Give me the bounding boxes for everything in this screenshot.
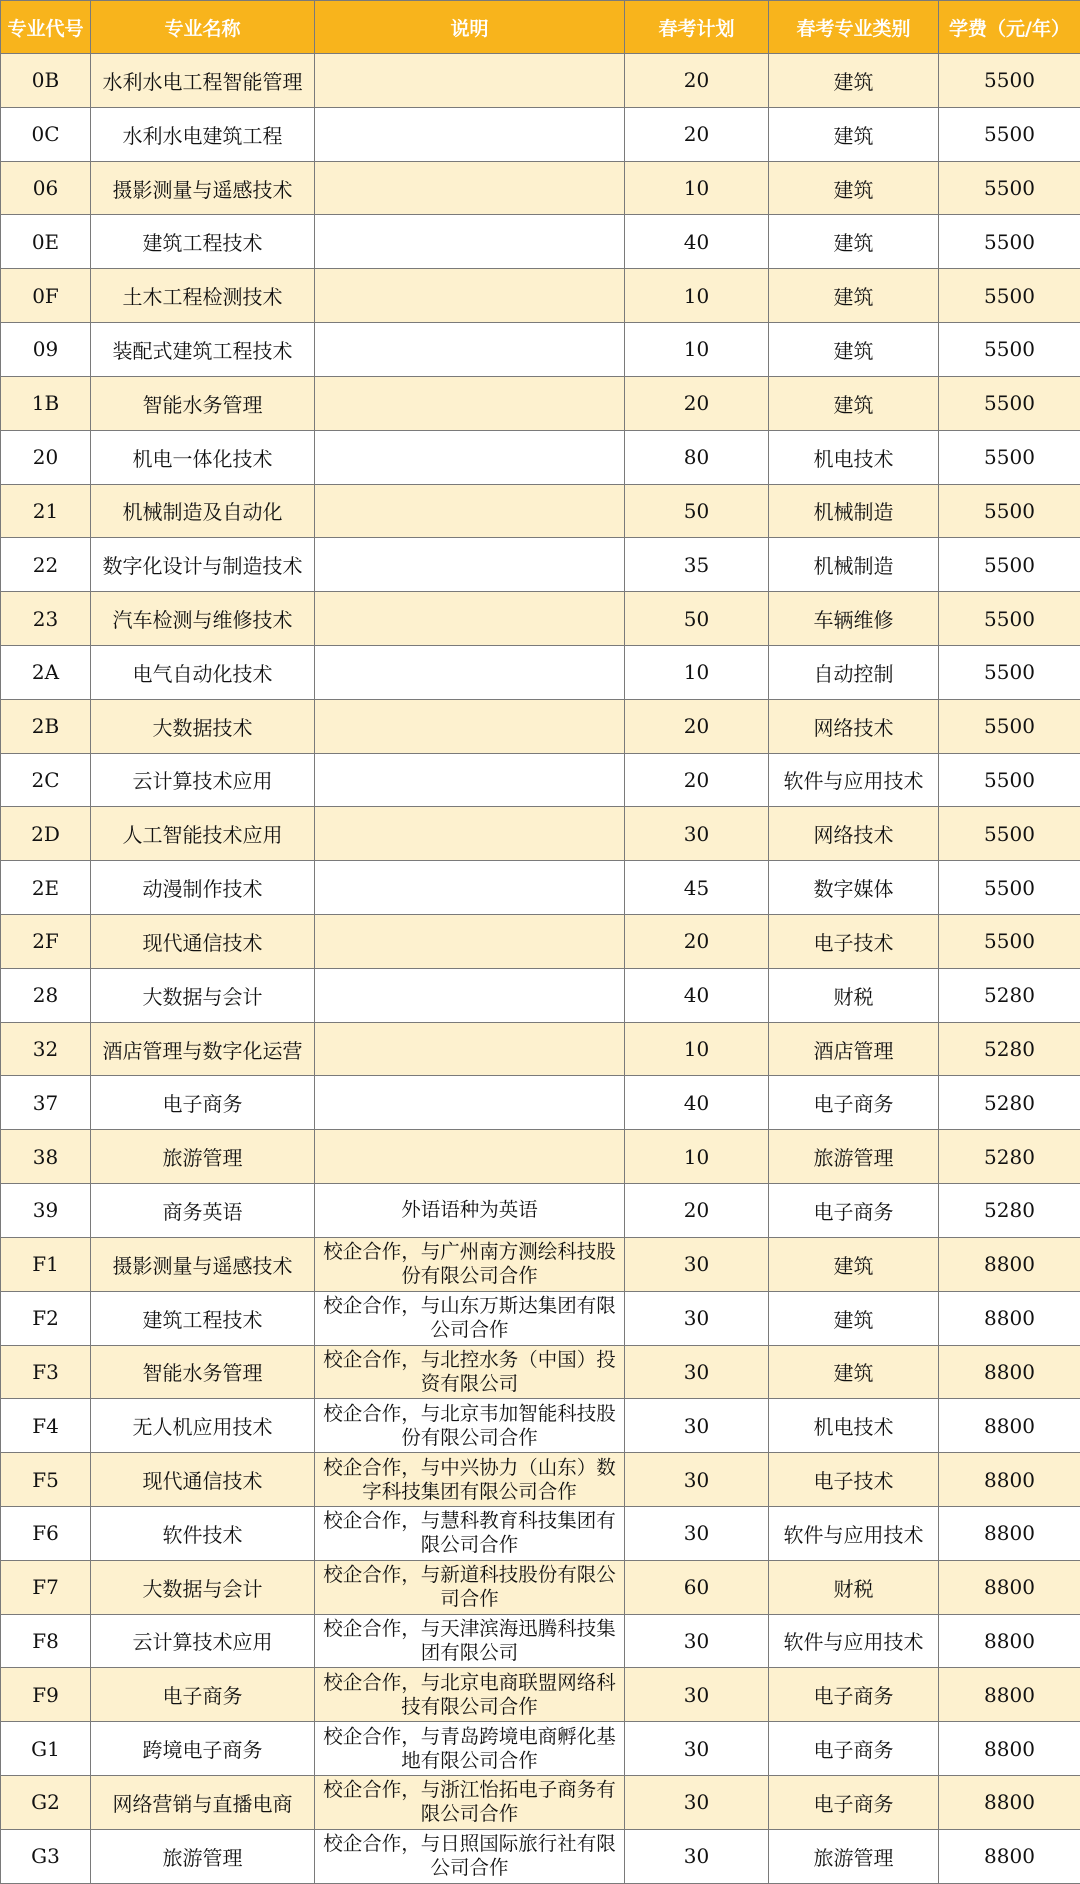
table-row [1,430,1080,484]
category-cell: 机械制造 [769,538,939,592]
note-cell [315,861,625,915]
tuition-fee-cell: 8800 [939,1560,1080,1614]
tuition-fee-cell: 5500 [939,753,1080,807]
table-row [1,484,1080,538]
plan-count-cell: 30 [625,1399,769,1453]
note-cell: 校企合作，与天津滨海迅腾科技集团有限公司 [315,1614,625,1668]
tuition-fee-cell: 5500 [939,699,1080,753]
major-code-cell: F3 [1,1345,91,1399]
plan-count-cell: 30 [625,1722,769,1776]
plan-count-cell: 10 [625,645,769,699]
tuition-fee-cell: 8800 [939,1399,1080,1453]
note-cell [315,753,625,807]
note-cell [315,323,625,377]
major-name-cell: 汽车检测与维修技术 [91,592,315,646]
category-cell: 建筑 [769,161,939,215]
plan-count-cell: 20 [625,107,769,161]
table-row [1,1776,1080,1830]
category-cell: 自动控制 [769,645,939,699]
major-name-cell: 人工智能技术应用 [91,807,315,861]
header-category: 春考专业类别 [769,1,939,54]
tuition-fee-cell: 5500 [939,645,1080,699]
header-row [1,1,1080,54]
note-cell [315,269,625,323]
plan-count-cell: 30 [625,1453,769,1507]
major-code-cell: 2C [1,753,91,807]
note-cell [315,430,625,484]
major-name-cell: 云计算技术应用 [91,1614,315,1668]
tuition-fee-cell: 5280 [939,1184,1080,1238]
table-row [1,807,1080,861]
major-name-cell: 建筑工程技术 [91,215,315,269]
plan-count-cell: 10 [625,269,769,323]
category-cell: 软件与应用技术 [769,753,939,807]
major-code-cell: 2D [1,807,91,861]
note-cell [315,1022,625,1076]
table-row [1,1560,1080,1614]
table-row [1,1184,1080,1238]
note-cell [315,161,625,215]
table-row [1,915,1080,969]
category-cell: 建筑 [769,107,939,161]
note-cell [315,968,625,1022]
table-row [1,592,1080,646]
plan-count-cell: 30 [625,1506,769,1560]
plan-count-cell: 10 [625,1130,769,1184]
tuition-fee-cell: 5500 [939,915,1080,969]
major-code-cell: F2 [1,1291,91,1345]
tuition-fee-cell: 8800 [939,1237,1080,1291]
category-cell: 网络技术 [769,807,939,861]
major-code-cell: 32 [1,1022,91,1076]
header-code: 专业代号 [1,1,91,54]
table-row [1,1668,1080,1722]
major-code-cell: 06 [1,161,91,215]
major-name-cell: 酒店管理与数字化运营 [91,1022,315,1076]
plan-count-cell: 40 [625,968,769,1022]
tuition-fee-cell: 8800 [939,1668,1080,1722]
table-row [1,1722,1080,1776]
major-code-cell: 2B [1,699,91,753]
major-code-cell: F6 [1,1506,91,1560]
table-row [1,269,1080,323]
category-cell: 电子商务 [769,1076,939,1130]
table-row [1,54,1080,108]
major-name-cell: 建筑工程技术 [91,1291,315,1345]
category-cell: 财税 [769,1560,939,1614]
major-code-cell: F5 [1,1453,91,1507]
category-cell: 电子商务 [769,1668,939,1722]
category-cell: 机电技术 [769,430,939,484]
major-name-cell: 摄影测量与遥感技术 [91,161,315,215]
major-name-cell: 大数据技术 [91,699,315,753]
major-code-cell: 20 [1,430,91,484]
major-name-cell: 大数据与会计 [91,968,315,1022]
plan-count-cell: 20 [625,376,769,430]
table-row [1,538,1080,592]
major-code-cell: 0B [1,54,91,108]
plan-count-cell: 30 [625,1614,769,1668]
major-name-cell: 动漫制作技术 [91,861,315,915]
category-cell: 旅游管理 [769,1130,939,1184]
category-cell: 建筑 [769,1345,939,1399]
major-code-cell: F4 [1,1399,91,1453]
major-code-cell: 22 [1,538,91,592]
note-cell: 校企合作，与青岛跨境电商孵化基地有限公司合作 [315,1722,625,1776]
category-cell: 机械制造 [769,484,939,538]
major-name-cell: 水利水电工程智能管理 [91,54,315,108]
table-row [1,1345,1080,1399]
note-cell: 校企合作，与广州南方测绘科技股份有限公司合作 [315,1237,625,1291]
tuition-fee-cell: 5500 [939,54,1080,108]
major-code-cell: F1 [1,1237,91,1291]
major-name-cell: 电子商务 [91,1076,315,1130]
table-row [1,107,1080,161]
category-cell: 电子商务 [769,1722,939,1776]
header-plan: 春考计划 [625,1,769,54]
tuition-fee-cell: 5500 [939,107,1080,161]
tuition-fee-cell: 5500 [939,538,1080,592]
note-cell [315,592,625,646]
major-name-cell: 数字化设计与制造技术 [91,538,315,592]
table-row [1,1399,1080,1453]
header-name: 专业名称 [91,1,315,54]
major-code-cell: 21 [1,484,91,538]
plan-count-cell: 20 [625,699,769,753]
plan-count-cell: 50 [625,592,769,646]
tuition-fee-cell: 5500 [939,323,1080,377]
note-cell: 校企合作，与山东万斯达集团有限公司合作 [315,1291,625,1345]
plan-count-cell: 30 [625,1776,769,1830]
major-code-cell: G3 [1,1829,91,1883]
major-name-cell: 电气自动化技术 [91,645,315,699]
category-cell: 建筑 [769,376,939,430]
major-name-cell: 商务英语 [91,1184,315,1238]
tuition-fee-cell: 8800 [939,1506,1080,1560]
major-code-cell: 0F [1,269,91,323]
tuition-fee-cell: 5500 [939,484,1080,538]
category-cell: 建筑 [769,215,939,269]
table-row [1,215,1080,269]
plan-count-cell: 40 [625,1076,769,1130]
table-body [1,54,1080,1884]
major-name-cell: 电子商务 [91,1668,315,1722]
major-code-cell: 28 [1,968,91,1022]
note-cell: 外语语种为英语 [315,1184,625,1238]
category-cell: 电子商务 [769,1776,939,1830]
major-name-cell: 水利水电建筑工程 [91,107,315,161]
plan-count-cell: 50 [625,484,769,538]
plan-count-cell: 60 [625,1560,769,1614]
plan-count-cell: 40 [625,215,769,269]
tuition-fee-cell: 8800 [939,1453,1080,1507]
note-cell: 校企合作，与北控水务（中国）投资有限公司 [315,1345,625,1399]
category-cell: 软件与应用技术 [769,1506,939,1560]
note-cell [315,484,625,538]
major-code-cell: 0E [1,215,91,269]
note-cell [315,699,625,753]
category-cell: 旅游管理 [769,1829,939,1883]
note-cell [315,1130,625,1184]
plan-count-cell: 45 [625,861,769,915]
plan-count-cell: 30 [625,1345,769,1399]
category-cell: 数字媒体 [769,861,939,915]
note-cell [315,645,625,699]
major-code-cell: 1B [1,376,91,430]
plan-count-cell: 30 [625,1237,769,1291]
category-cell: 建筑 [769,54,939,108]
major-code-cell: 37 [1,1076,91,1130]
note-cell [315,807,625,861]
category-cell: 网络技术 [769,699,939,753]
category-cell: 软件与应用技术 [769,1614,939,1668]
category-cell: 电子商务 [769,1184,939,1238]
tuition-fee-cell: 8800 [939,1722,1080,1776]
table-row [1,753,1080,807]
plan-count-cell: 10 [625,1022,769,1076]
table-row [1,1506,1080,1560]
table-row [1,1237,1080,1291]
major-code-cell: F7 [1,1560,91,1614]
note-cell [315,54,625,108]
major-name-cell: 旅游管理 [91,1130,315,1184]
major-name-cell: 大数据与会计 [91,1560,315,1614]
table-row [1,376,1080,430]
category-cell: 车辆维修 [769,592,939,646]
plan-count-cell: 30 [625,807,769,861]
major-name-cell: 摄影测量与遥感技术 [91,1237,315,1291]
header-fee: 学费（元/年） [939,1,1080,54]
note-cell: 校企合作，与新道科技股份有限公司合作 [315,1560,625,1614]
major-name-cell: 土木工程检测技术 [91,269,315,323]
major-code-cell: G2 [1,1776,91,1830]
major-code-cell: 2F [1,915,91,969]
note-cell [315,376,625,430]
note-cell: 校企合作，与慧科教育科技集团有限公司合作 [315,1506,625,1560]
tuition-fee-cell: 5500 [939,592,1080,646]
major-name-cell: 现代通信技术 [91,1453,315,1507]
tuition-fee-cell: 5500 [939,161,1080,215]
tuition-fee-cell: 5500 [939,269,1080,323]
note-cell: 校企合作，与浙江怡拓电子商务有限公司合作 [315,1776,625,1830]
tuition-fee-cell: 5280 [939,1022,1080,1076]
plan-count-cell: 20 [625,1184,769,1238]
major-code-cell: F9 [1,1668,91,1722]
plan-count-cell: 35 [625,538,769,592]
table-header [1,1,1080,54]
major-name-cell: 机电一体化技术 [91,430,315,484]
major-code-cell: 39 [1,1184,91,1238]
table-row [1,1022,1080,1076]
tuition-fee-cell: 5500 [939,430,1080,484]
plan-count-cell: 30 [625,1668,769,1722]
major-name-cell: 软件技术 [91,1506,315,1560]
major-code-cell: 0C [1,107,91,161]
plan-count-cell: 30 [625,1829,769,1883]
major-name-cell: 现代通信技术 [91,915,315,969]
table-row [1,968,1080,1022]
table-row [1,1829,1080,1883]
plan-count-cell: 10 [625,323,769,377]
major-code-cell: 2E [1,861,91,915]
table-row [1,161,1080,215]
major-code-cell: 38 [1,1130,91,1184]
category-cell: 建筑 [769,269,939,323]
plan-count-cell: 20 [625,753,769,807]
table-row [1,861,1080,915]
header-note: 说明 [315,1,625,54]
plan-count-cell: 10 [625,161,769,215]
category-cell: 机电技术 [769,1399,939,1453]
tuition-fee-cell: 8800 [939,1829,1080,1883]
note-cell [315,215,625,269]
tuition-fee-cell: 8800 [939,1291,1080,1345]
major-code-cell: 23 [1,592,91,646]
major-code-cell: 2A [1,645,91,699]
note-cell: 校企合作，与北京韦加智能科技股份有限公司合作 [315,1399,625,1453]
tuition-fee-cell: 5280 [939,1130,1080,1184]
major-name-cell: 机械制造及自动化 [91,484,315,538]
major-name-cell: 网络营销与直播电商 [91,1776,315,1830]
note-cell: 校企合作，与北京电商联盟网络科技有限公司合作 [315,1668,625,1722]
category-cell: 财税 [769,968,939,1022]
tuition-fee-cell: 5500 [939,215,1080,269]
category-cell: 电子技术 [769,915,939,969]
tuition-fee-cell: 5500 [939,376,1080,430]
plan-count-cell: 30 [625,1291,769,1345]
note-cell [315,1076,625,1130]
major-name-cell: 智能水务管理 [91,1345,315,1399]
major-code-cell: G1 [1,1722,91,1776]
note-cell: 校企合作，与中兴协力（山东）数字科技集团有限公司合作 [315,1453,625,1507]
table-row [1,1453,1080,1507]
major-name-cell: 无人机应用技术 [91,1399,315,1453]
category-cell: 酒店管理 [769,1022,939,1076]
major-name-cell: 装配式建筑工程技术 [91,323,315,377]
major-name-cell: 跨境电子商务 [91,1722,315,1776]
table-row [1,1291,1080,1345]
note-cell [315,538,625,592]
note-cell [315,107,625,161]
tuition-fee-cell: 5280 [939,968,1080,1022]
category-cell: 建筑 [769,1291,939,1345]
table-row [1,699,1080,753]
table-row [1,1076,1080,1130]
major-name-cell: 旅游管理 [91,1829,315,1883]
major-code-cell: 09 [1,323,91,377]
plan-count-cell: 20 [625,915,769,969]
tuition-fee-cell: 8800 [939,1776,1080,1830]
major-name-cell: 云计算技术应用 [91,753,315,807]
note-cell: 校企合作，与日照国际旅行社有限公司合作 [315,1829,625,1883]
plan-count-cell: 80 [625,430,769,484]
tuition-fee-cell: 5280 [939,1076,1080,1130]
category-cell: 建筑 [769,1237,939,1291]
plan-count-cell: 20 [625,54,769,108]
note-cell [315,915,625,969]
major-code-cell: F8 [1,1614,91,1668]
category-cell: 电子技术 [769,1453,939,1507]
table-row [1,1614,1080,1668]
table-row [1,323,1080,377]
tuition-fee-cell: 5500 [939,807,1080,861]
tuition-fee-cell: 5500 [939,861,1080,915]
table-row [1,645,1080,699]
table-row [1,1130,1080,1184]
major-name-cell: 智能水务管理 [91,376,315,430]
tuition-fee-cell: 8800 [939,1614,1080,1668]
category-cell: 建筑 [769,323,939,377]
tuition-fee-cell: 8800 [939,1345,1080,1399]
